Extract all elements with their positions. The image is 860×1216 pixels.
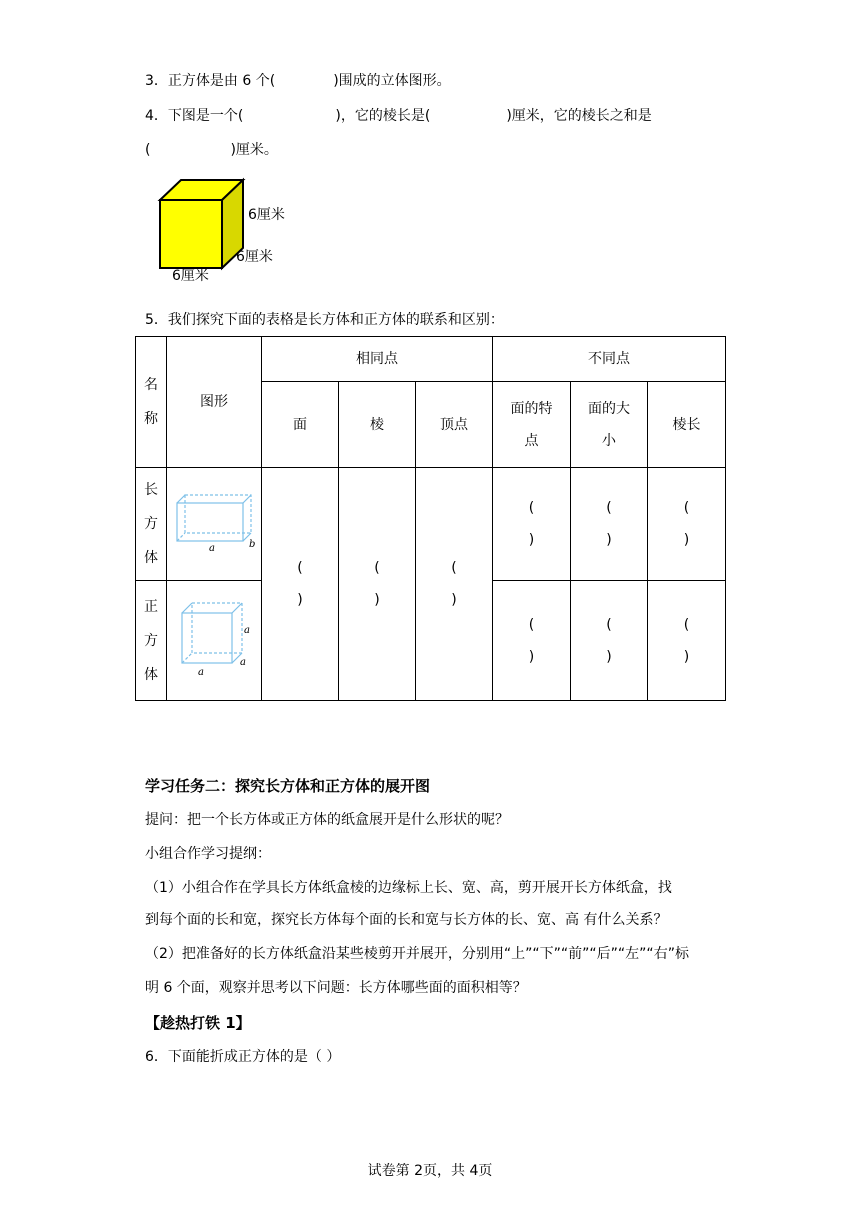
task2-p2-line1: （2）把准备好的长方体纸盒沿某些棱剪开并展开，分别用“上”“下”“前”“后”“左”“右”标 (145, 946, 689, 962)
q4-part3: )厘米，它的棱长之和是 (506, 108, 652, 124)
row-cube-name (136, 581, 167, 701)
paren-open: ( (683, 500, 690, 516)
question-3 (145, 71, 451, 91)
question-4-cont (145, 140, 278, 160)
paren-open: ( (528, 616, 535, 633)
paren-open: ( (683, 616, 690, 633)
cell-cuboid-face-size (571, 468, 648, 581)
cube-front-face (160, 200, 222, 268)
question-6: 6．下面能折成正方体的是（ ） (145, 1049, 341, 1065)
header-vertex: 顶点 (416, 382, 493, 468)
row-cuboid-shape (167, 468, 262, 581)
paren-open: ( (606, 616, 612, 633)
cuboid-edge (177, 533, 185, 541)
task2-heading: 学习任务二：探究长方体和正方体的展开图 (145, 777, 431, 795)
cube-label-right: 6厘米 (248, 207, 285, 223)
cube-label-bottom: 6厘米 (172, 268, 209, 284)
cuboid-edge (177, 495, 185, 503)
q3-prefix: 3．正方体是由 6 个( (145, 73, 276, 89)
header-face-size-text: 面的大小 (588, 400, 630, 449)
cube-edge (232, 603, 242, 613)
cell-cuboid-face-feature (493, 468, 571, 581)
paren-close: ) (683, 648, 690, 665)
cube-label-a-depth: a (240, 656, 246, 668)
header-edge-length: 棱长 (648, 382, 726, 468)
cube-figure (150, 172, 300, 287)
header-face-feature (493, 382, 571, 468)
page-footer: 试卷第 2页，共 4页 (367, 1163, 493, 1179)
header-shape: 图形 (167, 337, 262, 468)
cell-cube-face-size (571, 581, 648, 701)
paren-close: ) (297, 592, 303, 608)
cell-cube-face-feature (493, 581, 571, 701)
cube-label-a-side: a (244, 624, 250, 636)
paren-close: ) (606, 648, 612, 665)
header-diff: 不同点 (493, 337, 726, 382)
header-name-text: 名称 (144, 377, 158, 427)
paren-close: ) (374, 592, 380, 608)
row-cuboid-name-text: 长方体 (144, 482, 158, 566)
header-face-size (571, 382, 648, 468)
paren-open: ( (451, 560, 457, 576)
paren-open: ( (528, 500, 535, 516)
cube-label-depth: 6厘米 (236, 249, 273, 265)
cuboid-edge (243, 495, 251, 503)
paren-close: ) (683, 532, 690, 548)
row-cube-shape (167, 581, 262, 701)
cell-cuboid-edge-length (648, 468, 726, 581)
cuboid-label-a: a (209, 543, 215, 553)
comparison-table (135, 336, 726, 701)
task2-question: 提问：把一个长方体或正方体的纸盒展开是什么形状的呢？ (145, 812, 509, 828)
question-4 (145, 106, 652, 126)
cuboid-back-edges (185, 495, 251, 533)
cube-label-a-bottom: a (198, 666, 204, 677)
paren-open: ( (297, 560, 303, 576)
q4-close: )厘米。 (230, 142, 278, 158)
paren-open: ( (606, 500, 612, 516)
header-face-feature-text: 面的特点 (510, 400, 553, 449)
q3-suffix: )围成的立体图形。 (333, 73, 451, 89)
row-cube-name-text: 正方体 (144, 598, 158, 683)
paren-close: ) (451, 592, 457, 608)
cube-edge (182, 603, 192, 613)
header-name (136, 337, 167, 468)
cuboid-label-b: b (249, 539, 256, 550)
paren-close: ) (528, 532, 535, 548)
task2-p1-line2: 到每个面的长和宽，探究长方体每个面的长和宽与长方体的长、宽、高 有什么关系？ (145, 912, 668, 928)
paren-open: ( (374, 560, 380, 576)
row-cuboid-name (136, 468, 167, 581)
header-edge: 棱 (339, 382, 416, 468)
cell-cube-edge-length (648, 581, 726, 701)
q4-open: ( (145, 142, 151, 158)
header-face: 面 (262, 382, 339, 468)
cuboid-figure (169, 483, 259, 553)
task2-p2-line2: 明 6 个面，观察并思考以下问题：长方体哪些面的面积相等？ (145, 980, 527, 996)
cube-edge (182, 653, 192, 663)
cell-face (262, 468, 339, 701)
cube-outline-figure (174, 593, 254, 677)
cell-vertex (416, 468, 493, 701)
question-5: 5．我们探究下面的表格是长方体和正方体的联系和区别： (145, 312, 504, 328)
paren-close: ) (528, 648, 535, 665)
q4-part2: )，它的棱长是( (335, 108, 431, 124)
task2-outline: 小组合作学习提纲： (145, 846, 271, 862)
header-same: 相同点 (262, 337, 493, 382)
paren-close: ) (606, 532, 612, 548)
practice-heading: 【趁热打铁 1】 (145, 1014, 251, 1032)
q4-part1: 4．下图是一个( (145, 108, 244, 124)
cuboid-front-edges (177, 503, 243, 541)
task2-p1-line1: （1）小组合作在学具长方体纸盒棱的边缘标上长、宽、高，剪开展开长方体纸盒，找 (145, 880, 672, 896)
cell-edge (339, 468, 416, 701)
